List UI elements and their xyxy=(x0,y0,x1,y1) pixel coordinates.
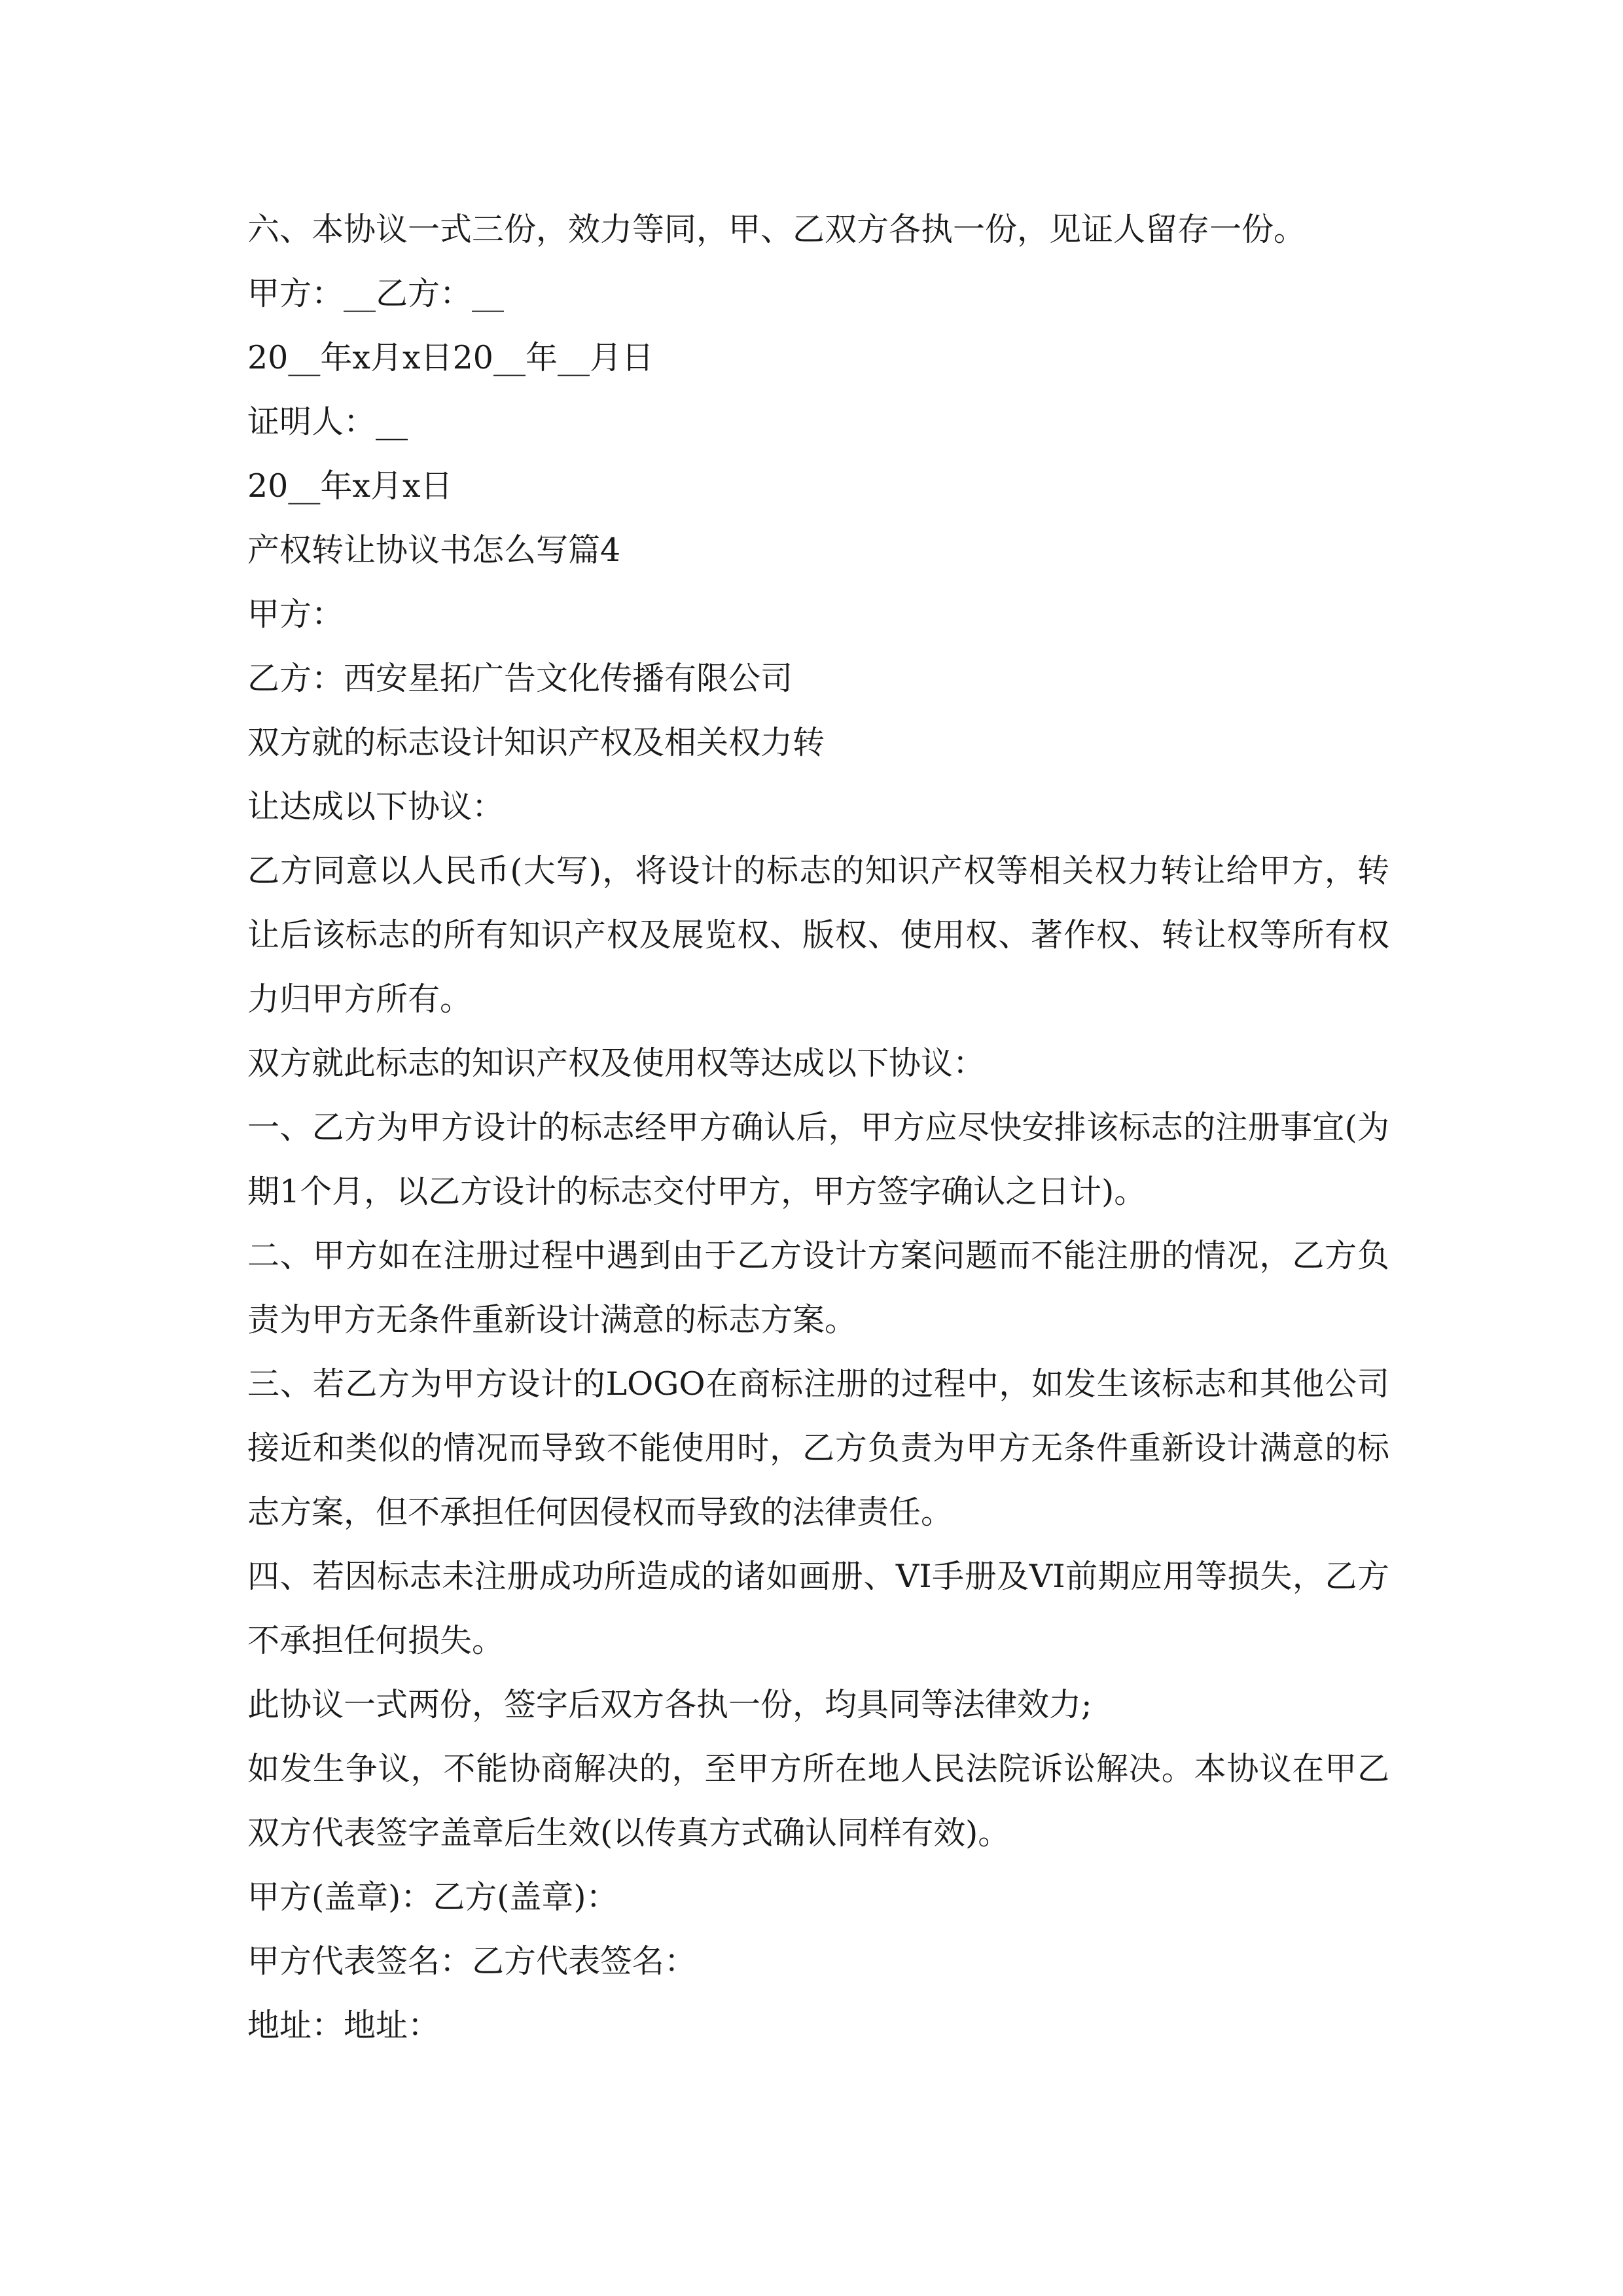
signature-line: 甲方代表签名：乙方代表签名： xyxy=(247,1943,697,1980)
date-line: 20__年x月x日20__年__月日 xyxy=(247,339,654,376)
clause-three: 三、若乙方为甲方设计的LOGO在商标注册的过程中，如发生该标志和其他公司接近和类似的情况而导致不能使用时，乙方负责为甲方无条件重新设计满意的标志方案，但不承担任何因侵权而导致的法律责任。 xyxy=(247,1365,1389,1531)
intro-line-2: 让达成以下协议： xyxy=(247,788,505,825)
address-line: 地址：地址： xyxy=(247,2007,440,2044)
party-a-line: 甲方： xyxy=(247,596,344,633)
transfer-paragraph: 乙方同意以人民币(大写)，将设计的标志的知识产权等相关权力转让给甲方，转让后该标志的所有知识产权及展览权、版权、使用权、著作权、转让权等所有权力归甲方所有。 xyxy=(247,852,1389,1018)
seal-line: 甲方(盖章)：乙方(盖章)： xyxy=(247,1878,618,1916)
party-b-line: 乙方：西安星拓广告文化传播有限公司 xyxy=(247,660,793,697)
witness-line: 证明人：__ xyxy=(247,403,408,440)
witness-date-line: 20__年x月x日 xyxy=(247,467,453,505)
clause-six: 六、本协议一式三份，效力等同，甲、乙双方各执一份，见证人留存一份。 xyxy=(247,211,1306,248)
dispute-paragraph: 如发生争议，不能协商解决的，至甲方所在地人民法院诉讼解决。本协议在甲乙双方代表签字盖章后生效(以传真方式确认同样有效)。 xyxy=(247,1750,1389,1852)
clause-two: 二、甲方如在注册过程中遇到由于乙方设计方案问题而不能注册的情况，乙方负责为甲方无条件重新设计满意的标志方案。 xyxy=(247,1237,1389,1338)
section-title: 产权转让协议书怎么写篇4 xyxy=(247,531,621,569)
clause-four: 四、若因标志未注册成功所造成的诸如画册、VI手册及VI前期应用等损失，乙方不承担任何损失。 xyxy=(247,1558,1389,1659)
document-body xyxy=(247,198,1389,2058)
copies-line: 此协议一式两份，签字后双方各执一份，均具同等法律效力; xyxy=(247,1686,1092,1723)
intro-line-1: 双方就的标志设计知识产权及相关权力转 xyxy=(247,724,825,761)
party-line: 甲方：__乙方：__ xyxy=(247,275,505,312)
agreement-intro: 双方就此标志的知识产权及使用权等达成以下协议： xyxy=(247,1045,986,1082)
clause-one: 一、乙方为甲方设计的标志经甲方确认后，甲方应尽快安排该标志的注册事宜(为期1个月，以乙方设计的标志交付甲方，甲方签字确认之日计)。 xyxy=(247,1109,1389,1210)
